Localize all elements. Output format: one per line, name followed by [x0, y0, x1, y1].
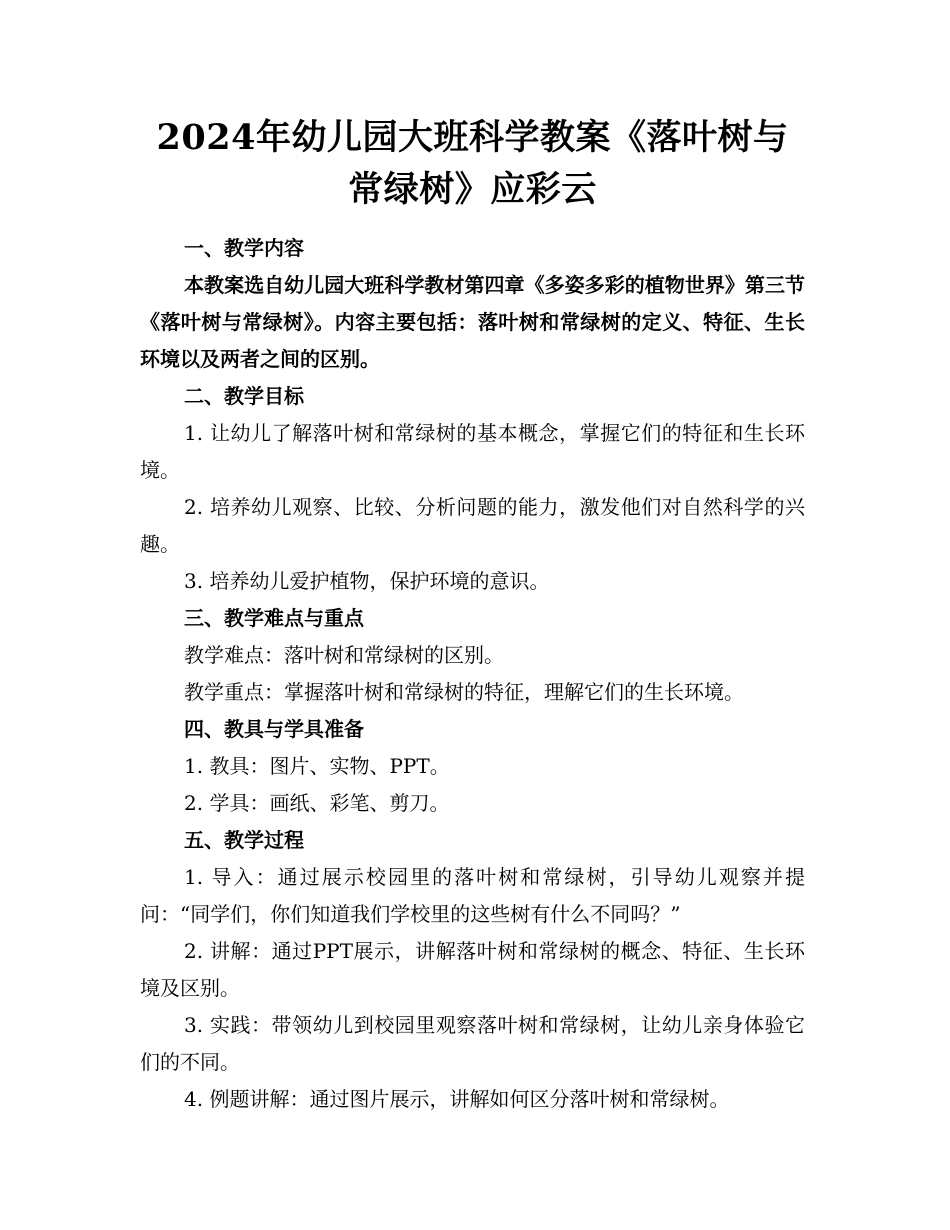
teaching-process-item: 2. 讲解：通过PPT展示，讲解落叶树和常绿树的概念、特征、生长环境及区别。: [140, 939, 805, 1000]
section-heading-difficulties-and-key-points: 三、教学难点与重点: [184, 606, 364, 630]
teaching-difficulty: 教学难点：落叶树和常绿树的区别。: [184, 643, 504, 667]
teaching-process-item: 4. 例题讲解：通过图片展示，讲解如何区分落叶树和常绿树。: [184, 1087, 730, 1111]
section-heading-teaching-content: 一、教学内容: [184, 236, 304, 260]
materials-item: 1. 教具：图片、实物、PPT。: [184, 754, 450, 778]
teaching-goal-item: 1. 让幼儿了解落叶树和常绿树的基本概念，掌握它们的特征和生长环境。: [140, 421, 805, 482]
section-heading-materials: 四、教具与学具准备: [184, 717, 364, 741]
teaching-process-item: 3. 实践：带领幼儿到校园里观察落叶树和常绿树，让幼儿亲身体验它们的不同。: [140, 1013, 805, 1074]
teaching-key-point: 教学重点：掌握落叶树和常绿树的特征，理解它们的生长环境。: [184, 680, 744, 704]
materials-item: 2. 学具：画纸、彩笔、剪刀。: [184, 791, 450, 815]
document-page: [140, 0, 805, 1118]
section-heading-teaching-goals: 二、教学目标: [184, 384, 304, 408]
document-body: [140, 230, 805, 1118]
teaching-goal-item: 3. 培养幼儿爱护植物，保护环境的意识。: [184, 569, 550, 593]
teaching-goal-item: 2. 培养幼儿观察、比较、分析问题的能力，激发他们对自然科学的兴趣。: [140, 495, 805, 556]
teaching-process-item: 1. 导入：通过展示校园里的落叶树和常绿树，引导幼儿观察并提问：“同学们，你们知道我们学校里的这些树有什么不同吗？”: [140, 865, 805, 926]
teaching-content-paragraph: 本教案选自幼儿园大班科学教材第四章《多姿多彩的植物世界》第三节《落叶树与常绿树》。内容主要包括：落叶树和常绿树的定义、特征、生长环境以及两者之间的区别。: [140, 273, 805, 371]
document-title: 2024年幼儿园大班科学教案《落叶树与常绿树》应彩云: [156, 117, 789, 210]
section-heading-teaching-process: 五、教学过程: [184, 828, 304, 852]
